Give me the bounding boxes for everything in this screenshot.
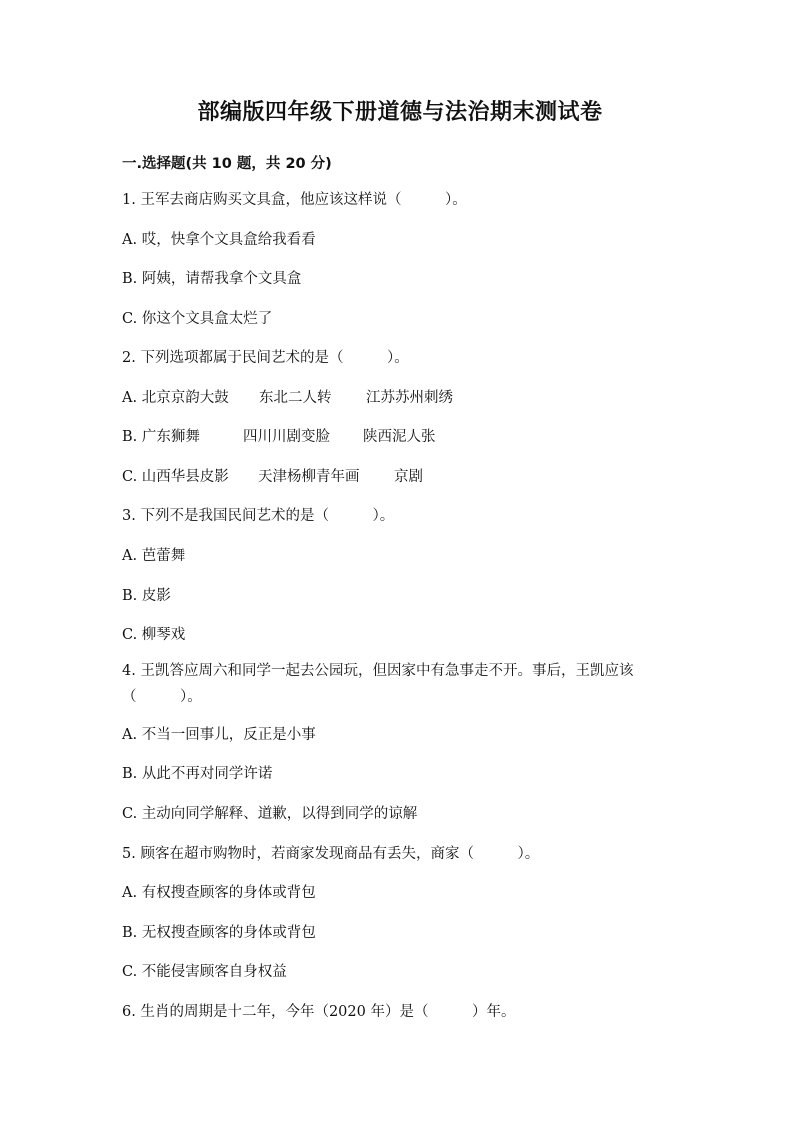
question-4-option-a: A. 不当一回事儿，反正是小事 — [122, 727, 316, 743]
question-1-option-c: C. 你这个文具盒太烂了 — [122, 311, 273, 327]
question-3-option-a: A. 芭蕾舞 — [122, 548, 186, 564]
section-heading: 一.选择题(共 10 题，共 20 分) — [122, 156, 332, 172]
question-5-option-b: B. 无权搜查顾客的身体或背包 — [122, 925, 316, 941]
option-part: 江苏苏州刺绣 — [366, 390, 453, 406]
option-part: 天津杨柳青年画 — [258, 469, 360, 485]
question-5-option-a: A. 有权搜查顾客的身体或背包 — [122, 885, 316, 901]
question-3-option-c: C. 柳琴戏 — [122, 627, 186, 643]
question-6-stem: 6. 生肖的周期是十二年，今年（2020 年）是（ ）年。 — [122, 1004, 516, 1020]
question-5-stem: 5. 顾客在超市购物时，若商家发现商品有丢失，商家（ ）。 — [122, 846, 540, 862]
question-3-option-b: B. 皮影 — [122, 588, 171, 604]
question-4-option-b: B. 从此不再对同学许诺 — [122, 766, 273, 782]
question-2-option-a — [122, 386, 453, 407]
question-4-stem: 4. 王凯答应周六和同学一起去公园玩，但因家中有急事走不开。事后，王凯应该（ ）。 — [122, 663, 634, 705]
question-4-option-c: C. 主动向同学解释、道歉，以得到同学的谅解 — [122, 806, 418, 822]
option-part: C. 山西华县皮影 — [122, 469, 229, 485]
option-part: 四川川剧变脸 — [243, 429, 330, 445]
question-3-stem: 3. 下列不是我国民间艺术的是（ ）。 — [122, 508, 395, 524]
question-1-stem: 1. 王军去商店购买文具盒，他应该这样说（ ）。 — [122, 192, 467, 208]
option-part: B. 广东狮舞 — [122, 429, 200, 445]
option-part: A. 北京京韵大鼓 — [122, 390, 229, 406]
option-part: 东北二人转 — [259, 390, 332, 406]
question-5-option-c: C. 不能侵害顾客自身权益 — [122, 964, 287, 980]
question-2-option-b — [122, 425, 436, 446]
question-2-stem: 2. 下列选项都属于民间艺术的是（ ）。 — [122, 350, 409, 366]
option-part: 京剧 — [394, 469, 423, 485]
option-part: 陕西泥人张 — [363, 429, 436, 445]
question-1-option-b: B. 阿姨，请帮我拿个文具盒 — [122, 271, 302, 287]
page-title: 部编版四年级下册道德与法治期末测试卷 — [197, 100, 603, 125]
question-2-option-c — [122, 465, 423, 486]
question-1-option-a: A. 哎，快拿个文具盒给我看看 — [122, 232, 316, 248]
